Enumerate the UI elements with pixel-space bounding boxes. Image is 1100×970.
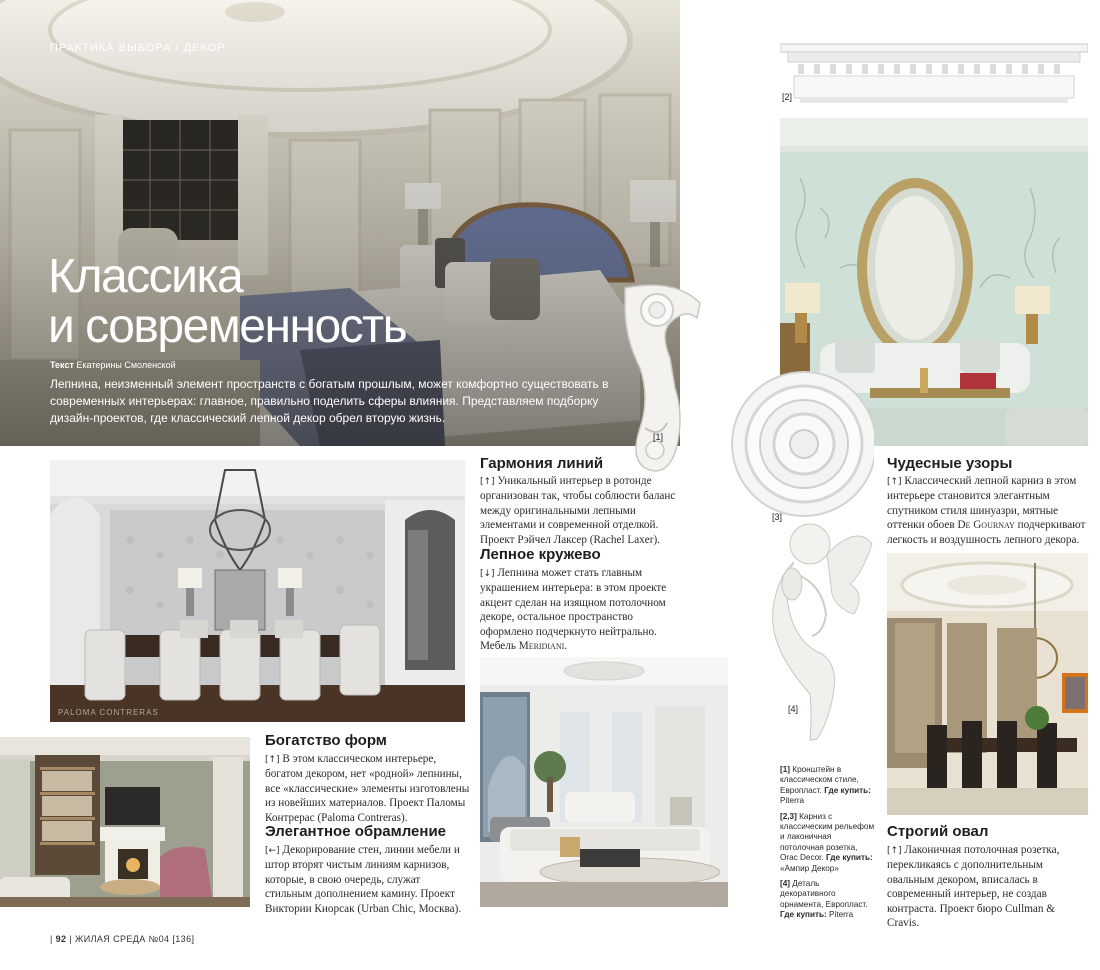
product-credits xyxy=(780,765,876,926)
text-lace xyxy=(480,566,680,653)
text-framing-body: Декорирование стен, линии мебели и штор вторят чистым линиям карнизов, которые, в свою очередь, служат стильным дополнением камину. Проект Виктории Киорсак (Urban Chic, Москва). xyxy=(265,844,462,915)
cherub-product-image xyxy=(762,514,874,744)
credit-text: Кронштейн в классическом стиле, Европласт. xyxy=(780,765,859,795)
title-line-1: Классика xyxy=(48,250,243,303)
heading-patterns: Чудесные узоры xyxy=(887,455,1013,472)
magazine-issue: ЖИЛАЯ СРЕДА №04 [136] xyxy=(75,934,195,944)
arrow-up-icon: [↑] xyxy=(887,477,902,487)
text-oval xyxy=(887,843,1087,930)
arrow-up-icon: [↑] xyxy=(887,846,902,856)
byline-label: Текст xyxy=(50,360,74,370)
arrow-left-icon: [←] xyxy=(265,846,280,856)
product-label-3: [3] xyxy=(772,512,783,522)
oval-dining-photo xyxy=(887,553,1088,815)
byline-author: Екатерины Смоленской xyxy=(76,360,176,370)
page-footer: | 92 | ЖИЛАЯ СРЕДА №04 [136] xyxy=(50,934,195,944)
text-forms xyxy=(265,752,470,825)
text-patterns xyxy=(887,474,1087,547)
credit-item xyxy=(780,879,876,921)
arrow-up-icon: [↑] xyxy=(265,755,280,765)
fireplace-room-photo xyxy=(0,737,250,907)
product-label-4: [4] xyxy=(788,704,799,714)
credit-text: Карниз с классическим рельефом и лаконичная потолочная розетка, Orac Decor. xyxy=(780,811,875,863)
text-lace-body: Лепнина может стать главным украшением интерьера: в этом проекте акцент сделан на изящном потолочном декоре, остальное пространство оформлено подчеркнуто нейтрально. Мебель xyxy=(480,567,667,653)
text-harmony-body: Уникальный интерьер в ротонде организован так, чтобы соблюсти баланс между оригинальными лепными элементами и современной отделкой. Проект Рэйчел Лаксер (Rachel Laxer). xyxy=(480,475,676,546)
brand-meridiani: Meridiani. xyxy=(518,640,568,653)
page-number: 92 xyxy=(55,934,67,944)
dining-room-photo xyxy=(50,460,465,722)
text-patterns-body-a: Классический лепной карниз в этом интерьере становится элегантным спутником стиля шинуазри, мятные оттенки обоев xyxy=(887,475,1077,532)
lead-paragraph: Лепнина, неизменный элемент пространств с богатым прошлым, может комфортно существовать в современных интерьерах: главное, правильно поделить сферы влияния. Представляем подборку дизайн-проектов, где классический лепной декор обрел вторую жизнь. xyxy=(50,377,609,425)
product-label-1: [1] xyxy=(653,432,664,442)
title-line-2: и современность xyxy=(48,300,407,353)
cornice-product-image xyxy=(780,42,1088,104)
bracket-product-image xyxy=(615,278,710,478)
heading-lace: Лепное кружево xyxy=(480,546,601,563)
brand-de-gournay: De Gournay xyxy=(957,519,1015,532)
text-framing xyxy=(265,843,470,916)
credit-where: Где купить: xyxy=(825,853,873,863)
credit-shop: Piterra xyxy=(829,910,854,920)
credit-shop: Piterra xyxy=(780,796,805,806)
credit-shop: «Ампир Декор» xyxy=(780,863,839,873)
heading-framing: Элегантное обрамление xyxy=(265,823,447,840)
credit-number: [2,3] xyxy=(780,811,797,821)
text-oval-body: Лаконичная потолочная розетка, перекликаясь с дополнительным овальным декором, вписалась в современный интерьер, не создав контраста. Проект бюро Cullman & Cravis. xyxy=(887,844,1060,930)
arrow-down-icon: [↓] xyxy=(480,569,495,579)
credit-number: [4] xyxy=(780,879,791,889)
photo-watermark: PALOMA CONTRERAS xyxy=(58,708,159,717)
credit-number: [1] xyxy=(780,765,791,774)
living-room-photo xyxy=(480,657,728,907)
heading-forms: Богатство форм xyxy=(265,732,387,749)
product-label-2: [2] xyxy=(782,92,793,102)
text-harmony xyxy=(480,474,680,547)
credit-where: Где купить: xyxy=(824,785,871,795)
credit-where: Где купить: xyxy=(780,910,827,920)
section-kicker: ПРАКТИКА ВЫБОРА / ДЕКОР xyxy=(50,42,226,54)
heading-oval: Строгий овал xyxy=(887,823,989,840)
credit-item xyxy=(780,765,876,807)
credit-item xyxy=(780,812,876,874)
article-title xyxy=(48,252,406,352)
arrow-up-icon: [↑] xyxy=(480,477,495,487)
credit-text: Деталь декоративного орнамента, Европласт. xyxy=(780,879,868,909)
text-forms-body: В этом классическом интерьере, богатом декором, нет «родной» лепнины, все «классические» элементы изготовлены из новейших материалов. Проект Паломы Контрерас (Paloma Contreras). xyxy=(265,753,470,824)
text-patterns-body-b: подчеркивают легкость и воздушность лепного декора. xyxy=(887,519,1086,546)
heading-harmony: Гармония линий xyxy=(480,455,604,472)
byline xyxy=(50,360,176,370)
